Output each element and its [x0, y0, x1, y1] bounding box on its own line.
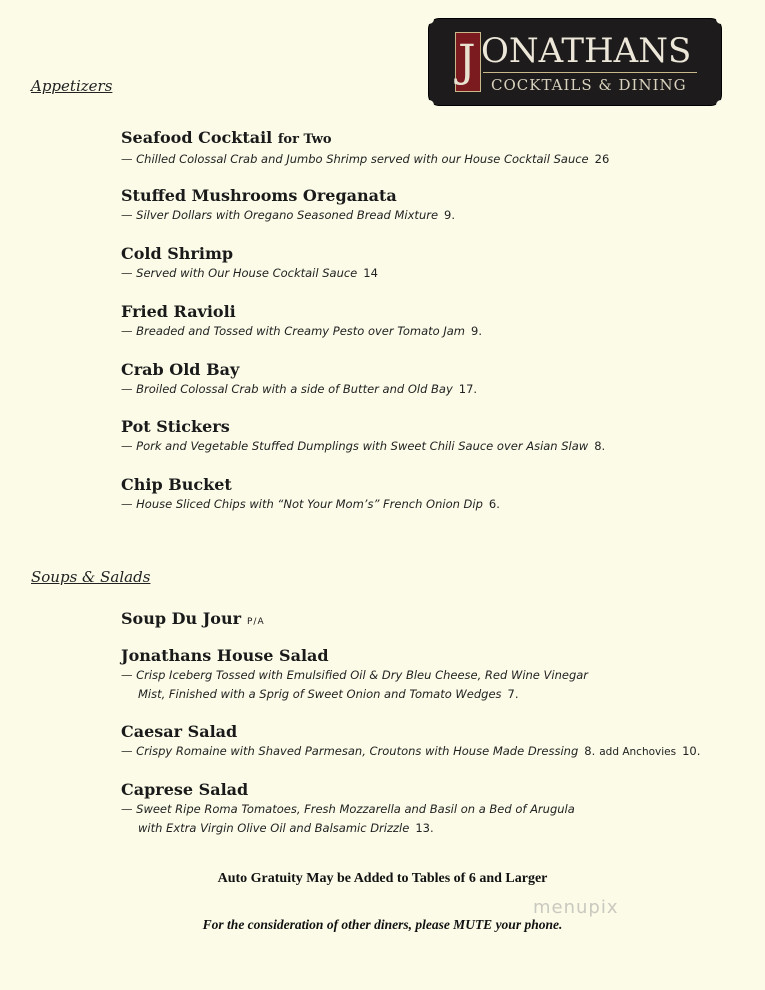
item-name: Caprese Salad — [121, 780, 249, 799]
menu-item — [121, 646, 741, 704]
item-description: — Crispy Romaine with Shaved Parmesan, Croutons with House Made Dressing 8. add Anchovies 10. — [121, 744, 701, 758]
menu-item — [121, 244, 741, 283]
item-price: 8. — [584, 744, 596, 758]
item-price: 7. — [507, 687, 519, 701]
item-description: — Crisp Iceberg Tossed with Emulsified Oil & Dry Bleu Cheese, Red Wine Vinegar — [121, 668, 589, 682]
item-addon: add Anchovies — [599, 746, 677, 758]
item-description: with Extra Virgin Olive Oil and Balsamic Drizzle 13. — [138, 821, 434, 835]
item-price: 8. — [594, 439, 606, 453]
item-addon-price: 10. — [682, 744, 701, 758]
logo-j-block: J — [455, 32, 481, 92]
item-price: 17. — [458, 382, 478, 396]
menu-item — [121, 360, 741, 399]
logo-divider — [483, 72, 697, 73]
item-price: 9. — [444, 208, 456, 222]
item-price: P/A — [247, 617, 265, 627]
menu-item — [121, 302, 741, 341]
logo-name: ONATHANS — [481, 31, 692, 71]
item-name: Seafood Cocktail for Two — [121, 128, 332, 147]
item-price: 13. — [415, 821, 434, 835]
item-description: — Silver Dollars with Oregano Seasoned Bread Mixture 9. — [121, 208, 456, 222]
item-price: 26 — [594, 152, 610, 166]
item-name: Stuffed Mushrooms Oreganata — [121, 186, 397, 205]
item-description: Mist, Finished with a Sprig of Sweet Onion and Tomato Wedges 7. — [138, 687, 519, 701]
menu-item — [121, 128, 741, 169]
menu-item — [121, 475, 741, 514]
item-name: Pot Stickers — [121, 417, 230, 436]
item-description: — Chilled Colossal Crab and Jumbo Shrimp served with our House Cocktail Sauce 26 — [121, 152, 610, 166]
item-price: 6. — [488, 497, 500, 511]
item-description: — Broiled Colossal Crab with a side of Butter and Old Bay 17. — [121, 382, 478, 396]
gratuity-note: Auto Gratuity May be Added to Tables of 6 and Larger — [217, 871, 548, 886]
item-price: 9. — [471, 324, 482, 338]
item-name: Soup Du Jour P/A — [121, 609, 265, 628]
item-description: — House Sliced Chips with “Not Your Mom’s” French Onion Dip 6. — [121, 497, 500, 511]
menu-item — [121, 780, 741, 838]
restaurant-logo — [429, 19, 721, 105]
item-name: Cold Shrimp — [121, 244, 234, 263]
menu-item — [121, 186, 741, 225]
item-name: Jonathans House Salad — [121, 646, 329, 665]
menu-item — [121, 609, 741, 632]
menu-item — [121, 417, 741, 456]
item-name: Chip Bucket — [121, 475, 232, 494]
item-description: — Sweet Ripe Roma Tomatoes, Fresh Mozzarella and Basil on a Bed of Arugula — [121, 802, 575, 816]
item-name: Caesar Salad — [121, 722, 238, 741]
menu-item — [121, 722, 741, 762]
item-description: — Breaded and Tossed with Creamy Pesto over Tomato Jam 9. — [121, 324, 482, 338]
item-name: Fried Ravioli — [121, 302, 236, 321]
item-name: Crab Old Bay — [121, 360, 240, 379]
section-title-appetizers: Appetizers — [31, 77, 113, 95]
phone-note: For the consideration of other diners, please MUTE your phone. — [202, 917, 563, 932]
watermark: menupix — [533, 897, 619, 918]
section-title-soups-salads: Soups & Salads — [31, 568, 151, 586]
logo-subtitle: COCKTAILS & DINING — [491, 76, 687, 94]
item-price: 14 — [363, 266, 378, 280]
item-description: — Pork and Vegetable Stuffed Dumplings with Sweet Chili Sauce over Asian Slaw 8. — [121, 439, 606, 453]
item-description: — Served with Our House Cocktail Sauce 14 — [121, 266, 378, 280]
